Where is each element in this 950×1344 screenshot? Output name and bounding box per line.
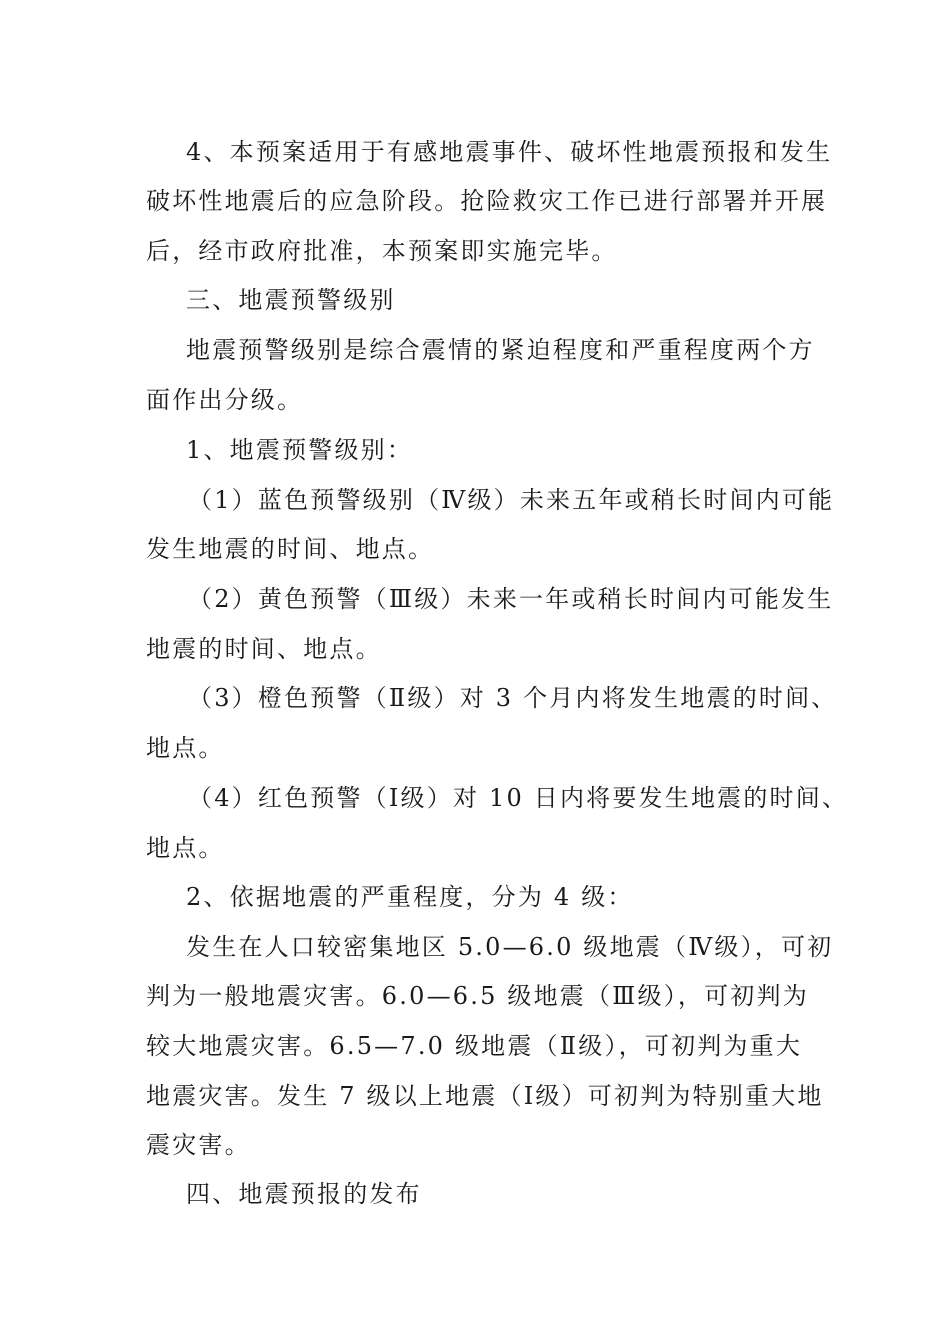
paragraph-line-18: 判为一般地震灾害。6.0—6.5 级地震（Ⅲ级），可初判为 xyxy=(146,982,809,1010)
paragraph-line-5: 地震预警级别是综合震情的紧迫程度和严重程度两个方 xyxy=(186,336,815,364)
section-heading-3: 三、地震预警级别 xyxy=(186,286,396,314)
paragraph-line-3: 后，经市政府批准，本预案即实施完毕。 xyxy=(146,237,618,265)
list-item-4-line-2: 地点。 xyxy=(146,834,225,862)
list-item-2-line-1: （2）黄色预警（Ⅲ级）未来一年或稍长时间内可能发生 xyxy=(188,585,834,613)
paragraph-line-6: 面作出分级。 xyxy=(146,386,304,414)
list-item-1-line-2: 发生地震的时间、地点。 xyxy=(146,535,435,563)
list-item-2-line-2: 地震的时间、地点。 xyxy=(146,635,382,663)
paragraph-line-20: 地震灾害。发生 7 级以上地震（Ⅰ级）可初判为特别重大地 xyxy=(146,1082,824,1110)
subheading-1: 1、地震预警级别： xyxy=(186,436,414,464)
paragraph-line-2: 破坏性地震后的应急阶段。抢险救灾工作已进行部署并开展 xyxy=(146,187,828,215)
list-item-1-line-1: （1）蓝色预警级别（Ⅳ级）未来五年或稍长时间内可能 xyxy=(188,486,835,514)
section-heading-4: 四、地震预报的发布 xyxy=(186,1180,422,1208)
paragraph-line-21: 震灾害。 xyxy=(146,1131,251,1159)
paragraph-line-1: 4、本预案适用于有感地震事件、破坏性地震预报和发生 xyxy=(186,138,833,166)
list-item-4-line-1: （4）红色预警（Ⅰ级）对 10 日内将要发生地震的时间、 xyxy=(188,784,849,812)
list-item-3-line-2: 地点。 xyxy=(146,734,225,762)
subheading-2: 2、依据地震的严重程度，分为 4 级： xyxy=(186,883,634,911)
paragraph-line-17: 发生在人口较密集地区 5.0—6.0 级地震（Ⅳ级），可初 xyxy=(186,933,834,961)
list-item-3-line-1: （3）橙色预警（Ⅱ级）对 3 个月内将发生地震的时间、 xyxy=(188,684,838,712)
paragraph-line-19: 较大地震灾害。6.5—7.0 级地震（Ⅱ级），可初判为重大 xyxy=(146,1032,803,1060)
